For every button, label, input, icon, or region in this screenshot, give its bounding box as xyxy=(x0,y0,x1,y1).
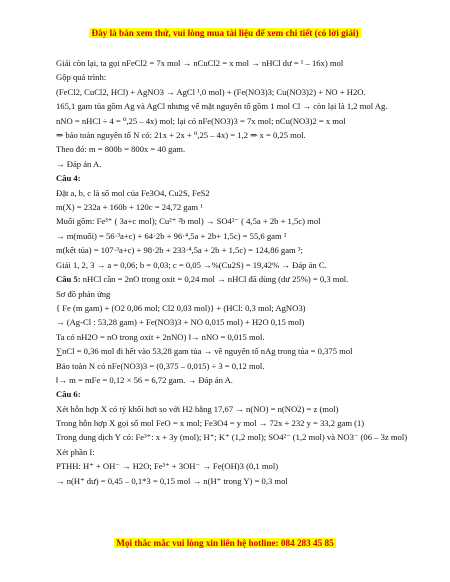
text-line: 165,1 gam tủa gồm Ag và AgCl nhưng vế mặt nguyên tố gồm 1 mol Cl → còn lại là 1,2 mol Ag. xyxy=(56,101,388,112)
text-line: Theo đó: m = 800b = 800x = 40 gam. xyxy=(56,144,186,155)
text-line: m(kết tủa) = 107·³a+c) + 98·2b + 233·⁴,5a + 2b + 1,5c) = 124,86 gam ³; xyxy=(56,245,303,256)
text-line: Xét phần I: xyxy=(56,447,95,458)
text-line: → m(muối) = 56·³a+c) + 64·2b + 96·⁴,5a + 2b+ 1,5c) = 55,6 gam ² xyxy=(56,230,287,241)
text-line: Ta có nH2O = nO trong oxit + 2nNO) ‖→ nNO = 0,015 mol. xyxy=(56,331,265,342)
text-line: m(X) = 232a + 160b + 120c = 24,72 gam ¹ xyxy=(56,202,203,213)
text-line: ‖→ m = mFe = 0,12 × 56 = 6,72 gam. → Đáp án A. xyxy=(56,374,233,385)
text-line: Trong dung dịch Y có: Fe³⁺: x + 3y (mol); H⁺; K⁺ (1,2 mol); SO4²⁻ (1,2 mol) và NO3⁻ (06 – 3z mol) xyxy=(56,431,408,442)
text-line: Giải còn lại, ta gọi nFeCl2 = 7x mol → nCuCl2 = x mol → nHCl dư = ¹ – 16x) mol xyxy=(56,58,344,68)
text-line: Giải 1, 2, 3 → a = 0,06; b = 0,03; c = 0,05 →%(Cu2S) = 19,42% → Đáp án C. xyxy=(56,259,327,270)
preview-notice-text: Đây là bản xem thử, vui lòng mua tài liệu để xem chi tiết (có lời giải) xyxy=(91,28,359,38)
text-line: Câu 5: nHCl cần = 2nO trong oxit = 0,24 mol → nHCl đã dùng (dư 25%) = 0,3 mol. xyxy=(56,274,349,285)
question-heading: Câu 4: xyxy=(56,173,81,184)
preview-notice-banner xyxy=(0,28,450,38)
text-line: PTHH: H⁺ + OH⁻ → H2O; Fe³⁺ + 3OH⁻ → Fe(OH)3 (0,1 mol) xyxy=(56,461,279,472)
text-line: nNO = nHCl ÷ 4 = ⁰,25 – 4x) mol; lại có nFe(NO3)3 = 7x mol; nCu(NO3)2 = x mol xyxy=(56,115,346,126)
text-line: ⇒ bảo toàn nguyên tố N có: 21x + 2x + ⁰,25 – 4x) = 1,2 ⇒ x = 0,25 mol. xyxy=(56,130,306,141)
document-body xyxy=(56,56,416,488)
text-line: (FeCl2, CuCl2, HCl) + AgNO3 → AgCl ¹,0 mol) + (Fe(NO3)3; Cu(NO3)2) + NO + H2O. xyxy=(56,86,366,97)
text-line: → n(H⁺ dư) = 0,45 – 0,1*3 = 0,15 mol → n(H⁺ trong Y) = 0,3 mol xyxy=(56,475,288,486)
text-line: Trong hỗn hợp X gọi số mol FeO = x mol; Fe3O4 = y mol → 72x + 232 y = 33,2 gam (1) xyxy=(56,418,365,429)
text-line: → (Ag-Cl : 53,28 gam) + Fe(NO3)3 + NO 0,015 mol) + H2O 0,15 mol) xyxy=(56,317,305,328)
text-line: Bảo toàn N có nFe(NO3)3 = (0,375 – 0,015) ÷ 3 = 0,12 mol. xyxy=(56,360,265,371)
hotline-notice-banner xyxy=(0,538,450,548)
text-line: Đặt a, b, c là số mol của Fe3O4, Cu2S, FeS2 xyxy=(56,187,210,198)
text-line: Xét hỗn hợp X có tỷ khối hơi so với H2 bằng 17,67 → n(NO) = n(NO2) = z (mol) xyxy=(56,403,339,414)
question-heading: Câu 6: xyxy=(56,389,81,400)
text-line: ∑nCl = 0,36 mol đi hết vào 53,28 gam tủa → về nguyên tố nAg trong tủa = 0,375 mol xyxy=(56,346,353,357)
text-line: Muối gồm: Fe³⁺ ( 3a+c mol); Cu²⁺ ²b mol) → SO4²⁻ ( 4,5a + 2b + 1,5c) mol xyxy=(56,216,321,227)
question-heading: Câu 5: xyxy=(56,274,81,285)
text-line: { Fe (m gam) + (O2 0,06 mol; Cl2 0,03 mol)} + (HCl: 0,3 mol; AgNO3) xyxy=(56,302,306,313)
text-line: Sơ đồ phản ứng xyxy=(56,288,111,299)
text-line: → Đáp án A. xyxy=(56,158,102,169)
hotline-notice-text: Mọi thắc mắc vui lòng xin liên hệ hotline: 084 283 45 85 xyxy=(116,538,334,548)
text-line: Gộp quá trình: xyxy=(56,72,107,83)
